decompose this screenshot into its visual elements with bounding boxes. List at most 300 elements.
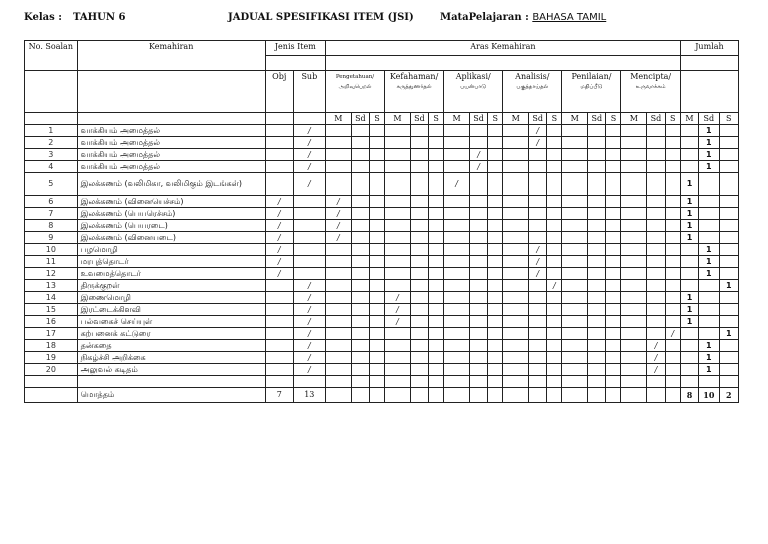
table-cell bbox=[588, 304, 606, 316]
table-cell bbox=[588, 364, 606, 376]
table-cell bbox=[429, 137, 444, 149]
table-cell bbox=[444, 316, 470, 328]
skill-cell: திருக்குறள் bbox=[77, 280, 265, 292]
table-cell bbox=[370, 161, 385, 173]
sub-mark: / bbox=[293, 173, 325, 196]
table-cell bbox=[385, 149, 411, 161]
table-cell bbox=[370, 268, 385, 280]
table-cell bbox=[370, 352, 385, 364]
table-cell bbox=[488, 328, 503, 340]
table-cell bbox=[503, 149, 529, 161]
table-cell bbox=[647, 244, 665, 256]
table-cell bbox=[351, 125, 369, 137]
table-cell bbox=[719, 196, 738, 208]
level-mark: / bbox=[547, 280, 562, 292]
table-cell bbox=[719, 364, 738, 376]
blank-cell bbox=[385, 376, 411, 388]
table-cell bbox=[410, 208, 428, 220]
total-row bbox=[25, 388, 739, 403]
total-count: 1 bbox=[699, 352, 719, 364]
table-cell bbox=[665, 352, 680, 364]
obj-mark: / bbox=[265, 232, 293, 244]
skill-cell: வாக்கியம் அமைத்தல் bbox=[77, 137, 265, 149]
difficulty-header: Sd bbox=[588, 113, 606, 125]
question-number: 11 bbox=[25, 256, 78, 268]
question-number: 4 bbox=[25, 161, 78, 173]
table-cell bbox=[429, 304, 444, 316]
table-row bbox=[25, 208, 739, 220]
difficulty-header: S bbox=[606, 113, 621, 125]
table-cell bbox=[325, 268, 351, 280]
table-cell bbox=[562, 364, 588, 376]
blank-cell bbox=[293, 113, 325, 125]
table-cell bbox=[719, 268, 738, 280]
table-cell bbox=[529, 232, 547, 244]
table-cell bbox=[488, 161, 503, 173]
table-cell bbox=[588, 208, 606, 220]
table-cell bbox=[351, 208, 369, 220]
difficulty-header: M bbox=[444, 113, 470, 125]
table-cell bbox=[621, 137, 647, 149]
table-cell bbox=[370, 125, 385, 137]
table-cell bbox=[410, 161, 428, 173]
difficulty-header: S bbox=[370, 113, 385, 125]
level-name: Penilaian/ bbox=[571, 72, 612, 81]
level-name-tamil: பகுத்தாய்தல் bbox=[516, 84, 549, 90]
table-cell bbox=[370, 316, 385, 328]
table-cell bbox=[410, 149, 428, 161]
table-cell bbox=[547, 328, 562, 340]
blank-cell bbox=[529, 376, 547, 388]
difficulty-header: S bbox=[488, 113, 503, 125]
header-row bbox=[25, 41, 739, 56]
blank-cell bbox=[547, 376, 562, 388]
table-cell bbox=[385, 328, 411, 340]
blank-cell bbox=[647, 388, 665, 403]
class-value: TAHUN 6 bbox=[73, 12, 126, 23]
sub-mark: / bbox=[293, 328, 325, 340]
table-row bbox=[25, 352, 739, 364]
table-cell bbox=[606, 256, 621, 268]
table-cell bbox=[606, 125, 621, 137]
table-cell bbox=[410, 316, 428, 328]
sub-mark: / bbox=[293, 364, 325, 376]
skill-cell: பல்வகைச் செய்யுள் bbox=[77, 316, 265, 328]
table-cell bbox=[647, 328, 665, 340]
table-cell bbox=[547, 256, 562, 268]
blank-cell bbox=[488, 388, 503, 403]
table-cell bbox=[562, 352, 588, 364]
grand-total-m: 8 bbox=[680, 388, 698, 403]
table-cell bbox=[351, 280, 369, 292]
table-row bbox=[25, 340, 739, 352]
question-number: 17 bbox=[25, 328, 78, 340]
table-row bbox=[25, 220, 739, 232]
table-cell bbox=[385, 161, 411, 173]
table-cell bbox=[606, 161, 621, 173]
table-cell bbox=[719, 173, 738, 196]
table-cell bbox=[469, 196, 487, 208]
obj-mark bbox=[265, 149, 293, 161]
table-cell bbox=[588, 340, 606, 352]
blank-cell bbox=[503, 388, 529, 403]
blank-cell bbox=[77, 376, 265, 388]
obj-mark bbox=[265, 280, 293, 292]
table-cell bbox=[351, 292, 369, 304]
skill-cell: வாக்கியம் அமைத்தல் bbox=[77, 149, 265, 161]
table-cell bbox=[444, 244, 470, 256]
difficulty-header: S bbox=[429, 113, 444, 125]
table-cell bbox=[351, 268, 369, 280]
table-cell bbox=[529, 149, 547, 161]
table-cell bbox=[469, 232, 487, 244]
question-number: 15 bbox=[25, 304, 78, 316]
table-cell bbox=[325, 244, 351, 256]
obj-mark bbox=[265, 328, 293, 340]
total-count: 1 bbox=[699, 161, 719, 173]
difficulty-header: Sd bbox=[699, 113, 719, 125]
table-cell bbox=[325, 125, 351, 137]
table-cell bbox=[547, 161, 562, 173]
grand-total-sd: 10 bbox=[699, 388, 719, 403]
question-number: 20 bbox=[25, 364, 78, 376]
table-cell bbox=[325, 316, 351, 328]
table-cell bbox=[699, 328, 719, 340]
table-cell bbox=[444, 268, 470, 280]
table-cell bbox=[351, 173, 369, 196]
table-cell bbox=[562, 196, 588, 208]
table-cell bbox=[606, 268, 621, 280]
question-number: 7 bbox=[25, 208, 78, 220]
table-cell bbox=[606, 304, 621, 316]
table-cell bbox=[351, 328, 369, 340]
question-number: 14 bbox=[25, 292, 78, 304]
question-number: 1 bbox=[25, 125, 78, 137]
table-cell bbox=[370, 196, 385, 208]
table-cell bbox=[351, 244, 369, 256]
table-cell bbox=[488, 125, 503, 137]
level-name: Kefahaman/ bbox=[389, 72, 439, 81]
table-cell bbox=[529, 196, 547, 208]
difficulty-header: S bbox=[547, 113, 562, 125]
table-cell bbox=[351, 352, 369, 364]
blank-cell bbox=[621, 388, 647, 403]
table-cell bbox=[325, 149, 351, 161]
table-cell bbox=[562, 328, 588, 340]
table-cell bbox=[410, 173, 428, 196]
blank-cell bbox=[410, 388, 428, 403]
table-cell bbox=[503, 280, 529, 292]
spacer-cell bbox=[265, 56, 325, 71]
table-cell bbox=[621, 256, 647, 268]
table-cell bbox=[647, 137, 665, 149]
table-cell bbox=[665, 149, 680, 161]
difficulty-header: M bbox=[562, 113, 588, 125]
table-cell bbox=[562, 268, 588, 280]
obj-mark: / bbox=[265, 208, 293, 220]
table-cell bbox=[680, 364, 698, 376]
col-header-sub: Sub bbox=[293, 71, 325, 113]
table-cell bbox=[370, 340, 385, 352]
table-cell bbox=[547, 208, 562, 220]
table-cell bbox=[680, 268, 698, 280]
table-cell bbox=[429, 173, 444, 196]
table-cell bbox=[606, 316, 621, 328]
subject-value: BAHASA TAMIL bbox=[532, 12, 607, 23]
table-cell bbox=[385, 352, 411, 364]
blank-cell bbox=[588, 388, 606, 403]
table-cell bbox=[488, 268, 503, 280]
table-cell bbox=[410, 196, 428, 208]
table-cell bbox=[562, 220, 588, 232]
table-cell bbox=[444, 328, 470, 340]
table-cell bbox=[647, 125, 665, 137]
table-cell bbox=[503, 268, 529, 280]
table-cell bbox=[370, 137, 385, 149]
table-cell bbox=[351, 149, 369, 161]
table-cell bbox=[621, 125, 647, 137]
table-cell bbox=[429, 149, 444, 161]
question-number: 19 bbox=[25, 352, 78, 364]
level-mark: / bbox=[385, 316, 411, 328]
blank-cell bbox=[429, 376, 444, 388]
blank-cell bbox=[25, 113, 78, 125]
table-cell bbox=[606, 149, 621, 161]
table-cell bbox=[547, 364, 562, 376]
obj-mark bbox=[265, 316, 293, 328]
blank-cell bbox=[370, 388, 385, 403]
level-mark: / bbox=[529, 256, 547, 268]
question-number: 12 bbox=[25, 268, 78, 280]
table-cell bbox=[429, 364, 444, 376]
blank-cell bbox=[385, 388, 411, 403]
table-cell bbox=[351, 196, 369, 208]
blank-cell bbox=[293, 376, 325, 388]
level-header bbox=[325, 71, 384, 113]
blank-cell bbox=[25, 71, 78, 113]
table-cell bbox=[370, 173, 385, 196]
blank-cell bbox=[469, 388, 487, 403]
table-cell bbox=[444, 220, 470, 232]
table-cell bbox=[699, 292, 719, 304]
table-cell bbox=[547, 316, 562, 328]
table-cell bbox=[385, 208, 411, 220]
table-cell bbox=[588, 196, 606, 208]
table-cell bbox=[547, 268, 562, 280]
table-cell bbox=[325, 304, 351, 316]
table-cell bbox=[665, 173, 680, 196]
obj-mark bbox=[265, 125, 293, 137]
table-cell bbox=[351, 304, 369, 316]
table-cell bbox=[562, 256, 588, 268]
level-mark: / bbox=[325, 232, 351, 244]
table-cell bbox=[488, 256, 503, 268]
table-cell bbox=[385, 125, 411, 137]
question-number: 13 bbox=[25, 280, 78, 292]
table-row bbox=[25, 292, 739, 304]
sub-mark: / bbox=[293, 340, 325, 352]
skill-cell: பழமொழி bbox=[77, 244, 265, 256]
table-cell bbox=[503, 196, 529, 208]
skill-cell: இலக்கணம் (பெயரெச்சம்) bbox=[77, 208, 265, 220]
table-cell bbox=[469, 137, 487, 149]
table-cell bbox=[488, 364, 503, 376]
table-cell bbox=[665, 304, 680, 316]
difficulty-header: Sd bbox=[529, 113, 547, 125]
table-cell bbox=[547, 220, 562, 232]
table-row bbox=[25, 125, 739, 137]
question-number: 10 bbox=[25, 244, 78, 256]
level-name-tamil: பயன்பாடு bbox=[460, 84, 487, 90]
table-cell bbox=[370, 220, 385, 232]
blank-cell bbox=[351, 388, 369, 403]
table-row bbox=[25, 232, 739, 244]
obj-mark: / bbox=[265, 196, 293, 208]
table-cell bbox=[647, 280, 665, 292]
level-mark: / bbox=[325, 196, 351, 208]
difficulty-header: Sd bbox=[410, 113, 428, 125]
total-count: 1 bbox=[680, 173, 698, 196]
table-cell bbox=[444, 364, 470, 376]
obj-mark bbox=[265, 352, 293, 364]
total-count: 1 bbox=[719, 328, 738, 340]
blank-cell bbox=[647, 376, 665, 388]
table-cell bbox=[370, 304, 385, 316]
table-cell bbox=[488, 173, 503, 196]
table-cell bbox=[469, 328, 487, 340]
table-cell bbox=[488, 232, 503, 244]
table-cell bbox=[503, 364, 529, 376]
level-mark: / bbox=[325, 220, 351, 232]
difficulty-header: M bbox=[325, 113, 351, 125]
difficulty-header: Sd bbox=[647, 113, 665, 125]
table-cell bbox=[665, 125, 680, 137]
table-cell bbox=[719, 340, 738, 352]
blank-cell bbox=[77, 113, 265, 125]
table-cell bbox=[503, 125, 529, 137]
table-cell bbox=[503, 173, 529, 196]
level-mark: / bbox=[647, 364, 665, 376]
table-cell bbox=[351, 316, 369, 328]
question-number: 2 bbox=[25, 137, 78, 149]
skill-cell: இலக்கணம் (பெயரடை) bbox=[77, 220, 265, 232]
table-cell bbox=[469, 220, 487, 232]
spacer-cell bbox=[680, 56, 738, 71]
table-cell bbox=[647, 268, 665, 280]
question-number: 16 bbox=[25, 316, 78, 328]
level-mark: / bbox=[529, 125, 547, 137]
table-cell bbox=[621, 316, 647, 328]
total-count: 1 bbox=[719, 280, 738, 292]
table-cell bbox=[621, 280, 647, 292]
obj-mark bbox=[265, 340, 293, 352]
table-cell bbox=[351, 340, 369, 352]
sub-mark: / bbox=[293, 352, 325, 364]
table-row bbox=[25, 173, 739, 196]
obj-mark: / bbox=[265, 244, 293, 256]
question-number: 8 bbox=[25, 220, 78, 232]
table-cell bbox=[562, 280, 588, 292]
table-cell bbox=[547, 149, 562, 161]
table-cell bbox=[680, 340, 698, 352]
sub-mark: / bbox=[293, 280, 325, 292]
table-cell bbox=[444, 280, 470, 292]
table-cell bbox=[410, 280, 428, 292]
level-mark: / bbox=[665, 328, 680, 340]
table-cell bbox=[410, 232, 428, 244]
sub-mark: / bbox=[293, 149, 325, 161]
table-cell bbox=[429, 256, 444, 268]
blank-cell bbox=[606, 376, 621, 388]
table-cell bbox=[606, 208, 621, 220]
table-cell bbox=[410, 292, 428, 304]
question-number: 9 bbox=[25, 232, 78, 244]
table-cell bbox=[410, 364, 428, 376]
table-cell bbox=[588, 149, 606, 161]
blank-cell bbox=[547, 388, 562, 403]
obj-mark: / bbox=[265, 268, 293, 280]
table-cell bbox=[665, 364, 680, 376]
table-cell bbox=[562, 340, 588, 352]
table-cell bbox=[606, 340, 621, 352]
table-cell bbox=[488, 208, 503, 220]
table-cell bbox=[385, 137, 411, 149]
table-cell bbox=[665, 280, 680, 292]
table-cell bbox=[588, 161, 606, 173]
table-cell bbox=[444, 125, 470, 137]
table-cell bbox=[699, 304, 719, 316]
table-cell bbox=[385, 364, 411, 376]
table-cell bbox=[444, 149, 470, 161]
level-header-row bbox=[25, 71, 739, 113]
table-cell bbox=[503, 316, 529, 328]
total-count: 1 bbox=[699, 149, 719, 161]
blank-cell bbox=[621, 376, 647, 388]
table-cell bbox=[488, 137, 503, 149]
table-cell bbox=[488, 220, 503, 232]
table-cell bbox=[429, 196, 444, 208]
table-row bbox=[25, 364, 739, 376]
obj-mark bbox=[265, 161, 293, 173]
table-cell bbox=[469, 244, 487, 256]
table-cell bbox=[529, 352, 547, 364]
table-cell bbox=[429, 352, 444, 364]
table-cell bbox=[503, 161, 529, 173]
table-cell bbox=[547, 137, 562, 149]
table-cell bbox=[665, 196, 680, 208]
blank-row bbox=[25, 376, 739, 388]
level-name: Mencipta/ bbox=[630, 72, 672, 81]
sub-mark: / bbox=[293, 316, 325, 328]
table-cell bbox=[469, 256, 487, 268]
table-cell bbox=[665, 220, 680, 232]
table-cell bbox=[325, 340, 351, 352]
total-count: 1 bbox=[680, 292, 698, 304]
table-cell bbox=[503, 137, 529, 149]
table-cell bbox=[621, 292, 647, 304]
table-cell bbox=[588, 173, 606, 196]
table-cell bbox=[588, 280, 606, 292]
blank-cell bbox=[410, 376, 428, 388]
table-cell bbox=[606, 244, 621, 256]
skill-cell: வாக்கியம் அமைத்தல் bbox=[77, 161, 265, 173]
table-cell bbox=[647, 304, 665, 316]
table-cell bbox=[606, 352, 621, 364]
table-cell bbox=[621, 304, 647, 316]
blank-cell bbox=[351, 376, 369, 388]
level-mark: / bbox=[469, 149, 487, 161]
total-count: 1 bbox=[680, 208, 698, 220]
